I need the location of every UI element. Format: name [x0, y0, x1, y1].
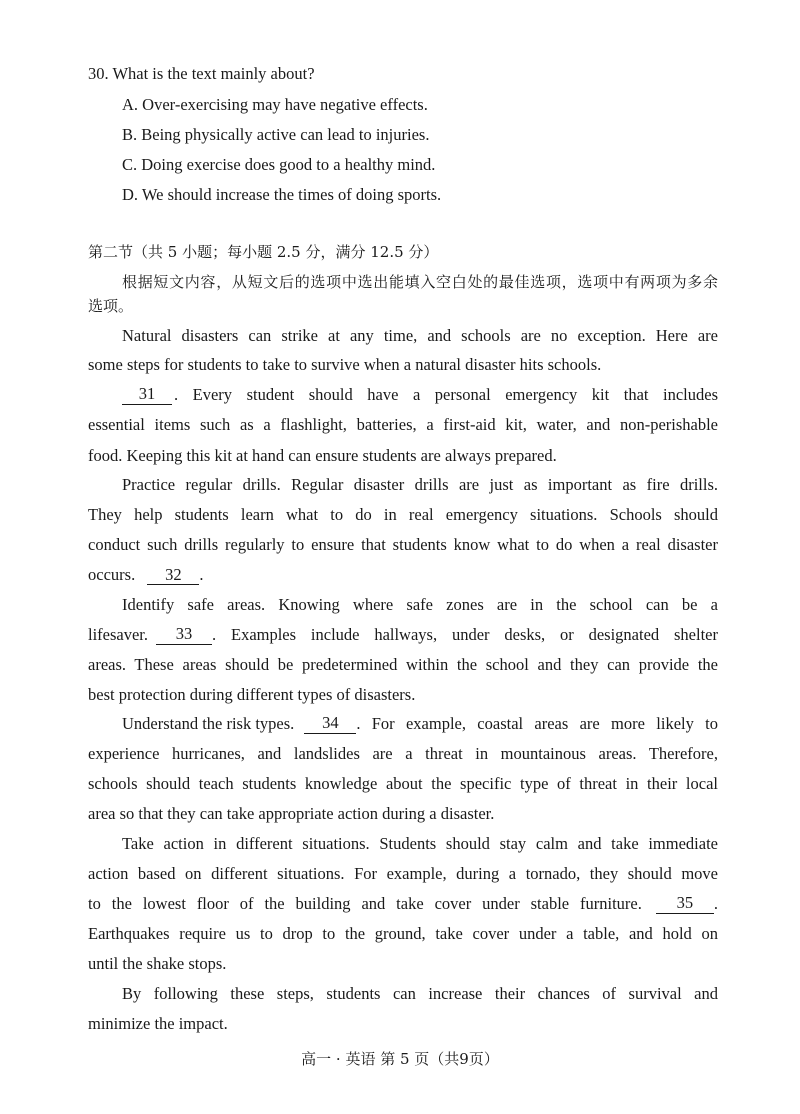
passage-line: food. Keeping this kit at hand can ensure students are always prepared. — [88, 446, 557, 465]
passage-line: area so that they can take appropriate action during a disaster. — [88, 804, 495, 823]
passage-line: conduct such drills regularly to ensure that students know what to do when a real disaster — [88, 535, 718, 554]
passage-line: minimize the impact. — [88, 1014, 228, 1033]
passage-line: Earthquakes require us to drop to the ground, take cover under a table, and hold on — [88, 924, 718, 943]
passage-line: until the shake stops. — [88, 954, 227, 973]
passage-line: They help students learn what to do in real emergency situations. Schools should — [88, 505, 718, 524]
passage-line: areas. These areas should be predetermined within the school and they can provide the — [88, 655, 718, 674]
option-d: D. We should increase the times of doing sports. — [122, 185, 442, 204]
passage-text: Understand the risk types. — [122, 714, 295, 733]
passage-line: action based on different situations. For example, during a tornado, they should move — [88, 864, 718, 883]
passage-line: schools should teach students knowledge about the specific type of threat in their local — [88, 774, 718, 793]
passage-line: experience hurricanes, and landslides are a threat in mountainous areas. Therefore, — [88, 744, 718, 763]
passage-line: occurs. 32 . — [88, 565, 204, 584]
blank-33: 33 — [156, 625, 212, 645]
passage-text: . Examples include hallways, under desks, or designated shelter — [212, 625, 718, 644]
passage-line: best protection during different types of disasters. — [88, 685, 416, 704]
blank-32: 32 — [147, 566, 199, 585]
question-30-stem: 30. What is the text mainly about? — [88, 64, 315, 83]
passage-text: lifesaver. — [88, 625, 149, 644]
passage-line: Practice regular drills. Regular disaster drills are just as important as fire drills. — [122, 475, 718, 494]
blank-31: 31 — [122, 385, 172, 405]
passage-line: Natural disasters can strike at any time, and schools are no exception. Here are — [122, 326, 718, 345]
option-c: C. Doing exercise does good to a healthy mind. — [122, 155, 436, 174]
passage-line — [88, 625, 718, 645]
passage-line — [122, 385, 718, 405]
blank-34: 34 — [304, 714, 356, 734]
passage-line: some steps for students to take to survive when a natural disaster hits schools. — [88, 355, 602, 374]
passage-text: to the lowest floor of the building and take cover under stable furniture. — [88, 894, 642, 913]
passage-line: By following these steps, students can increase their chances of survival and — [122, 984, 718, 1003]
option-a: A. Over-exercising may have negative effects. — [122, 95, 428, 114]
page-footer: 高一 · 英语 第 5 页（共9页） — [301, 1050, 499, 1068]
passage-text: . For example, coastal areas are more likely to — [356, 714, 718, 733]
passage-text: occurs. — [88, 565, 136, 584]
option-b: B. Being physically active can lead to injuries. — [122, 125, 430, 144]
section-heading: 第二节（共 5 小题；每小题 2.5 分，满分 12.5 分） — [88, 243, 439, 261]
passage-line: Identify safe areas. Knowing where safe zones are in the school can be a — [122, 595, 718, 614]
passage-line: essential items such as a flashlight, batteries, a first-aid kit, water, and non-perishable — [88, 415, 718, 434]
passage-line: Take action in different situations. Students should stay calm and take immediate — [122, 834, 718, 853]
passage-line: to the lowest floor of the building and take cover under stable furniture. 35 . — [88, 893, 718, 913]
blank-35: 35 — [656, 894, 714, 914]
passage-line — [122, 714, 718, 734]
section-instruction-line2: 选项。 — [88, 297, 134, 315]
section-instruction-line1: 根据短文内容，从短文后的选项中选出能填入空白处的最佳选项，选项中有两项为多余 — [122, 273, 718, 291]
passage-text: . Every student should have a personal emergency kit that includes — [174, 385, 718, 404]
